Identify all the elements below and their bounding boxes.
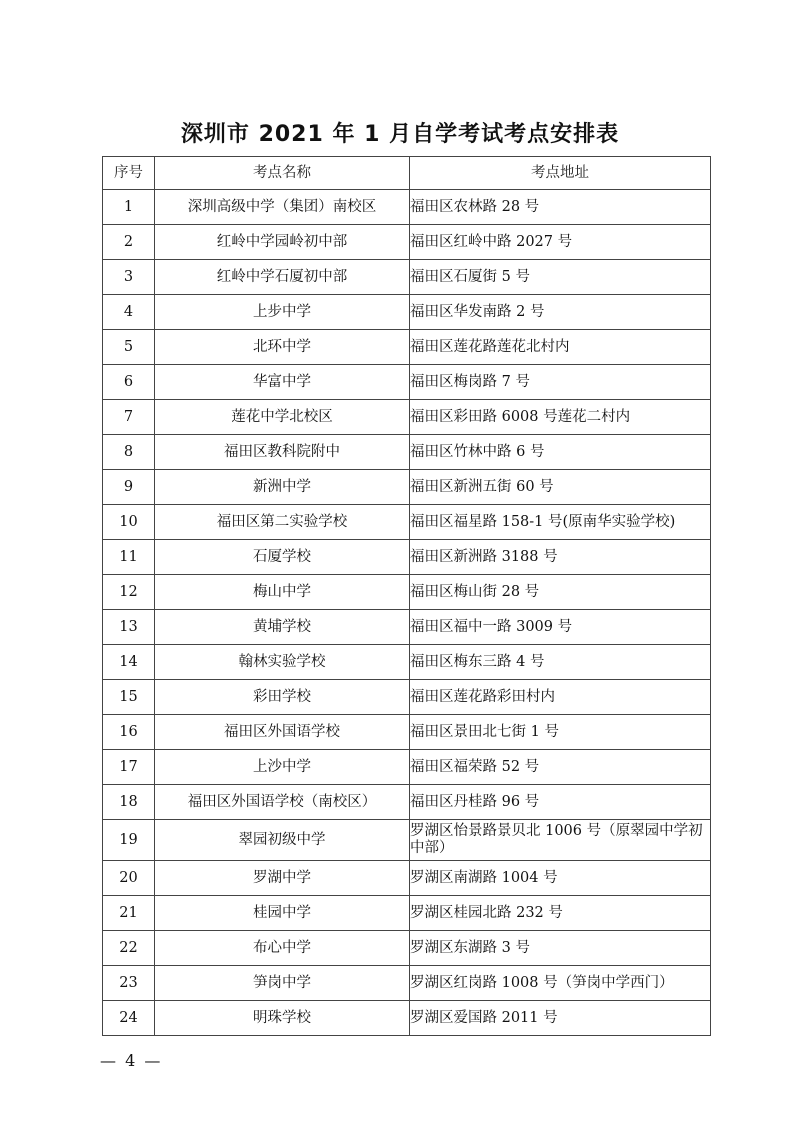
table-row	[103, 645, 711, 680]
row-number: 9	[103, 470, 155, 505]
venue-address: 福田区福荣路 52 号	[410, 750, 711, 785]
venue-name: 北环中学	[155, 330, 410, 365]
venue-name: 彩田学校	[155, 680, 410, 715]
table-row	[103, 610, 711, 645]
venue-address: 罗湖区怡景路景贝北 1006 号（原翠园中学初中部）	[410, 820, 711, 861]
venue-name: 新洲中学	[155, 470, 410, 505]
table-row	[103, 260, 711, 295]
venue-name: 福田区第二实验学校	[155, 505, 410, 540]
venue-address: 福田区丹桂路 96 号	[410, 785, 711, 820]
table-row	[103, 225, 711, 260]
table-row	[103, 715, 711, 750]
header-number: 序号	[103, 157, 155, 190]
venue-address: 福田区彩田路 6008 号莲花二村内	[410, 400, 711, 435]
exam-venue-table	[102, 156, 711, 1036]
row-number: 8	[103, 435, 155, 470]
venue-name: 上沙中学	[155, 750, 410, 785]
table-row	[103, 680, 711, 715]
table-row	[103, 505, 711, 540]
table-row	[103, 820, 711, 861]
row-number: 21	[103, 896, 155, 931]
venue-address: 福田区福星路 158-1 号(原南华实验学校)	[410, 505, 711, 540]
row-number: 7	[103, 400, 155, 435]
venue-name: 翠园初级中学	[155, 820, 410, 861]
venue-address: 福田区梅山街 28 号	[410, 575, 711, 610]
venue-address: 福田区华发南路 2 号	[410, 295, 711, 330]
venue-name: 石厦学校	[155, 540, 410, 575]
row-number: 18	[103, 785, 155, 820]
row-number: 15	[103, 680, 155, 715]
row-number: 14	[103, 645, 155, 680]
table-row	[103, 470, 711, 505]
page-number: — 4 —	[100, 1051, 163, 1070]
row-number: 1	[103, 190, 155, 225]
table-row	[103, 365, 711, 400]
venue-address: 福田区石厦街 5 号	[410, 260, 711, 295]
venue-name: 华富中学	[155, 365, 410, 400]
venue-name: 翰林实验学校	[155, 645, 410, 680]
venue-name: 福田区外国语学校（南校区）	[155, 785, 410, 820]
header-venue-address: 考点地址	[410, 157, 711, 190]
header-venue-name: 考点名称	[155, 157, 410, 190]
table-row	[103, 330, 711, 365]
table-row	[103, 190, 711, 225]
table-row	[103, 435, 711, 470]
table-header-row	[103, 157, 711, 190]
venue-address: 福田区景田北七街 1 号	[410, 715, 711, 750]
venue-name: 布心中学	[155, 931, 410, 966]
row-number: 22	[103, 931, 155, 966]
table-row	[103, 575, 711, 610]
row-number: 16	[103, 715, 155, 750]
venue-address: 罗湖区爱国路 2011 号	[410, 1001, 711, 1036]
venue-address: 福田区新洲路 3188 号	[410, 540, 711, 575]
table-row	[103, 750, 711, 785]
row-number: 24	[103, 1001, 155, 1036]
row-number: 2	[103, 225, 155, 260]
row-number: 23	[103, 966, 155, 1001]
row-number: 4	[103, 295, 155, 330]
venue-address: 罗湖区红岗路 1008 号（笋岗中学西门）	[410, 966, 711, 1001]
page-title: 深圳市 2021 年 1 月自学考试考点安排表	[180, 122, 620, 147]
venue-name: 福田区教科院附中	[155, 435, 410, 470]
row-number: 19	[103, 820, 155, 861]
venue-name: 笋岗中学	[155, 966, 410, 1001]
venue-address: 罗湖区桂园北路 232 号	[410, 896, 711, 931]
row-number: 17	[103, 750, 155, 785]
venue-address: 罗湖区东湖路 3 号	[410, 931, 711, 966]
table-row	[103, 1001, 711, 1036]
venue-name: 黄埔学校	[155, 610, 410, 645]
venue-address: 福田区新洲五街 60 号	[410, 470, 711, 505]
row-number: 11	[103, 540, 155, 575]
venue-name: 红岭中学石厦初中部	[155, 260, 410, 295]
table-row	[103, 540, 711, 575]
row-number: 12	[103, 575, 155, 610]
row-number: 6	[103, 365, 155, 400]
venue-address: 罗湖区南湖路 1004 号	[410, 861, 711, 896]
venue-address: 福田区福中一路 3009 号	[410, 610, 711, 645]
venue-address: 福田区莲花路莲花北村内	[410, 330, 711, 365]
venue-name: 莲花中学北校区	[155, 400, 410, 435]
venue-address: 福田区农林路 28 号	[410, 190, 711, 225]
venue-name: 梅山中学	[155, 575, 410, 610]
venue-address: 福田区莲花路彩田村内	[410, 680, 711, 715]
venue-address: 福田区梅岗路 7 号	[410, 365, 711, 400]
venue-address: 福田区竹林中路 6 号	[410, 435, 711, 470]
venue-address: 福田区梅东三路 4 号	[410, 645, 711, 680]
table-row	[103, 295, 711, 330]
row-number: 10	[103, 505, 155, 540]
venue-name: 明珠学校	[155, 1001, 410, 1036]
venue-name: 桂园中学	[155, 896, 410, 931]
venue-name: 福田区外国语学校	[155, 715, 410, 750]
table-row	[103, 861, 711, 896]
table-row	[103, 400, 711, 435]
venue-name: 罗湖中学	[155, 861, 410, 896]
row-number: 5	[103, 330, 155, 365]
row-number: 13	[103, 610, 155, 645]
row-number: 20	[103, 861, 155, 896]
table-row	[103, 785, 711, 820]
table-row	[103, 966, 711, 1001]
venue-name: 上步中学	[155, 295, 410, 330]
table-row	[103, 931, 711, 966]
venue-name: 红岭中学园岭初中部	[155, 225, 410, 260]
row-number: 3	[103, 260, 155, 295]
venue-address: 福田区红岭中路 2027 号	[410, 225, 711, 260]
table-row	[103, 896, 711, 931]
venue-name: 深圳高级中学（集团）南校区	[155, 190, 410, 225]
